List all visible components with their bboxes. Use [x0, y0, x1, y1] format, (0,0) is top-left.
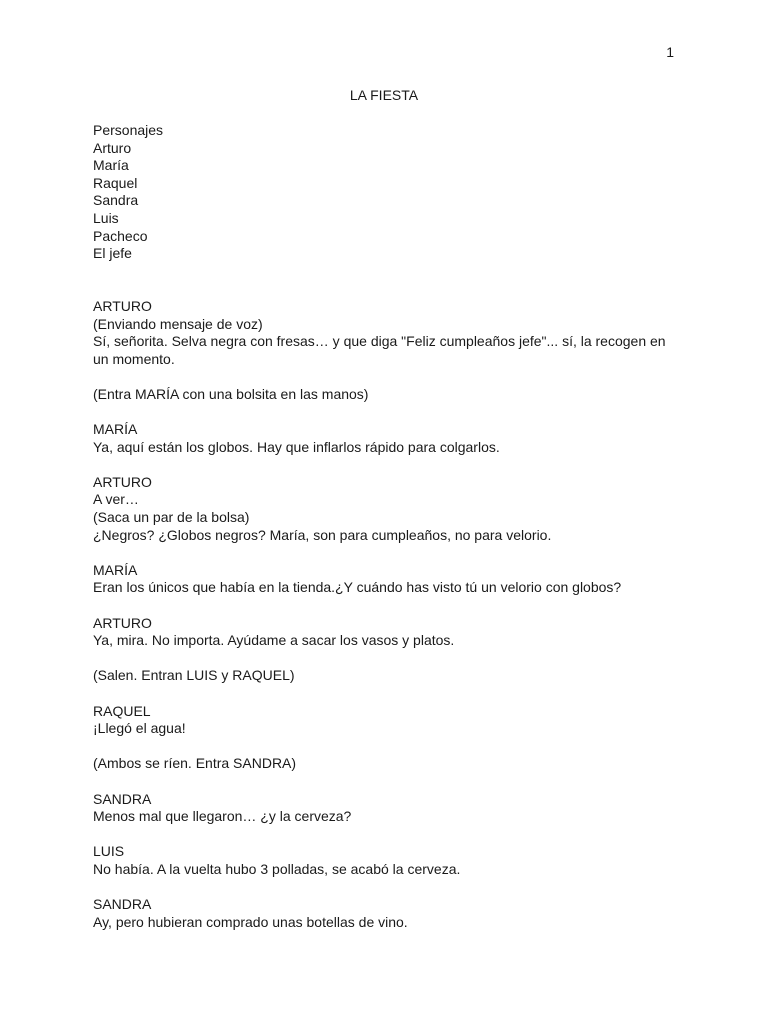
dialogue-line: (Saca un par de la bolsa) — [93, 509, 250, 526]
cast-list — [93, 122, 683, 263]
speaker-name: ARTURO — [93, 614, 152, 631]
speaker-name: MARÍA — [93, 421, 138, 438]
cast-item: María — [93, 157, 129, 174]
speaker-name: RAQUEL — [93, 702, 151, 719]
speaker-name: LUIS — [93, 843, 125, 860]
dialogue-line: (Ambos se ríen. Entra SANDRA) — [93, 755, 297, 772]
dialogue-line: (Salen. Entran LUIS y RAQUEL) — [93, 667, 295, 684]
dialogue-line: A ver… — [93, 491, 139, 508]
dialogue-line: Ay, pero hubieran comprado unas botellas de vino. — [93, 913, 408, 930]
cast-item: El jefe — [93, 245, 132, 262]
dialogue-line: Ya, mira. No importa. Ayúdame a sacar los vasos y platos. — [93, 632, 455, 649]
cast-item: Arturo — [93, 139, 132, 156]
document-title: LA FIESTA — [349, 87, 419, 103]
dialogue-line: Eran los únicos que había en la tienda.¿Y cuándo has visto tú un velorio con globos? — [93, 579, 622, 596]
page-number: 1 — [666, 44, 674, 60]
dialogue-line: (Enviando mensaje de voz) — [93, 315, 263, 332]
dialogue-line: No había. A la vuelta hubo 3 polladas, se acabó la cerveza. — [93, 860, 461, 877]
dialogue-line: Ya, aquí están los globos. Hay que inflarlos rápido para colgarlos. — [93, 438, 500, 455]
speaker-name: SANDRA — [93, 790, 152, 807]
paragraph-spacer — [93, 879, 683, 897]
cast-item: Raquel — [93, 174, 138, 191]
paragraph-spacer — [93, 368, 683, 386]
script-body — [93, 298, 683, 931]
speaker-name: MARÍA — [93, 561, 138, 578]
paragraph-spacer — [93, 597, 683, 615]
cast-item: Sandra — [93, 192, 139, 209]
paragraph-spacer — [93, 456, 683, 474]
speaker-name: ARTURO — [93, 297, 152, 314]
cast-item: Luis — [93, 209, 119, 226]
dialogue-line: ¿Negros? ¿Globos negros? María, son para cumpleaños, no para velorio. — [93, 526, 552, 543]
dialogue-line: (Entra MARÍA con una bolsita en las manos) — [93, 385, 369, 402]
cast-item: Pacheco — [93, 227, 148, 244]
dialogue-line: Menos mal que llegaron… ¿y la cerveza? — [93, 808, 352, 825]
paragraph-spacer — [93, 544, 683, 562]
paragraph-spacer — [93, 773, 683, 791]
paragraph-spacer — [93, 650, 683, 668]
paragraph-spacer — [93, 738, 683, 756]
speaker-name: ARTURO — [93, 473, 152, 490]
cast-heading: Personajes — [93, 122, 164, 138]
speaker-name: SANDRA — [93, 896, 152, 913]
dialogue-line: Sí, señorita. Selva negra con fresas… y que diga "Feliz cumpleaños jefe"... sí, la recogen en un momento. — [93, 333, 670, 367]
paragraph-spacer — [93, 685, 683, 703]
section-spacer — [93, 263, 683, 298]
document-body — [93, 122, 683, 931]
paragraph-spacer — [93, 826, 683, 844]
dialogue-line: ¡Llegó el agua! — [93, 720, 186, 737]
paragraph-spacer — [93, 404, 683, 422]
